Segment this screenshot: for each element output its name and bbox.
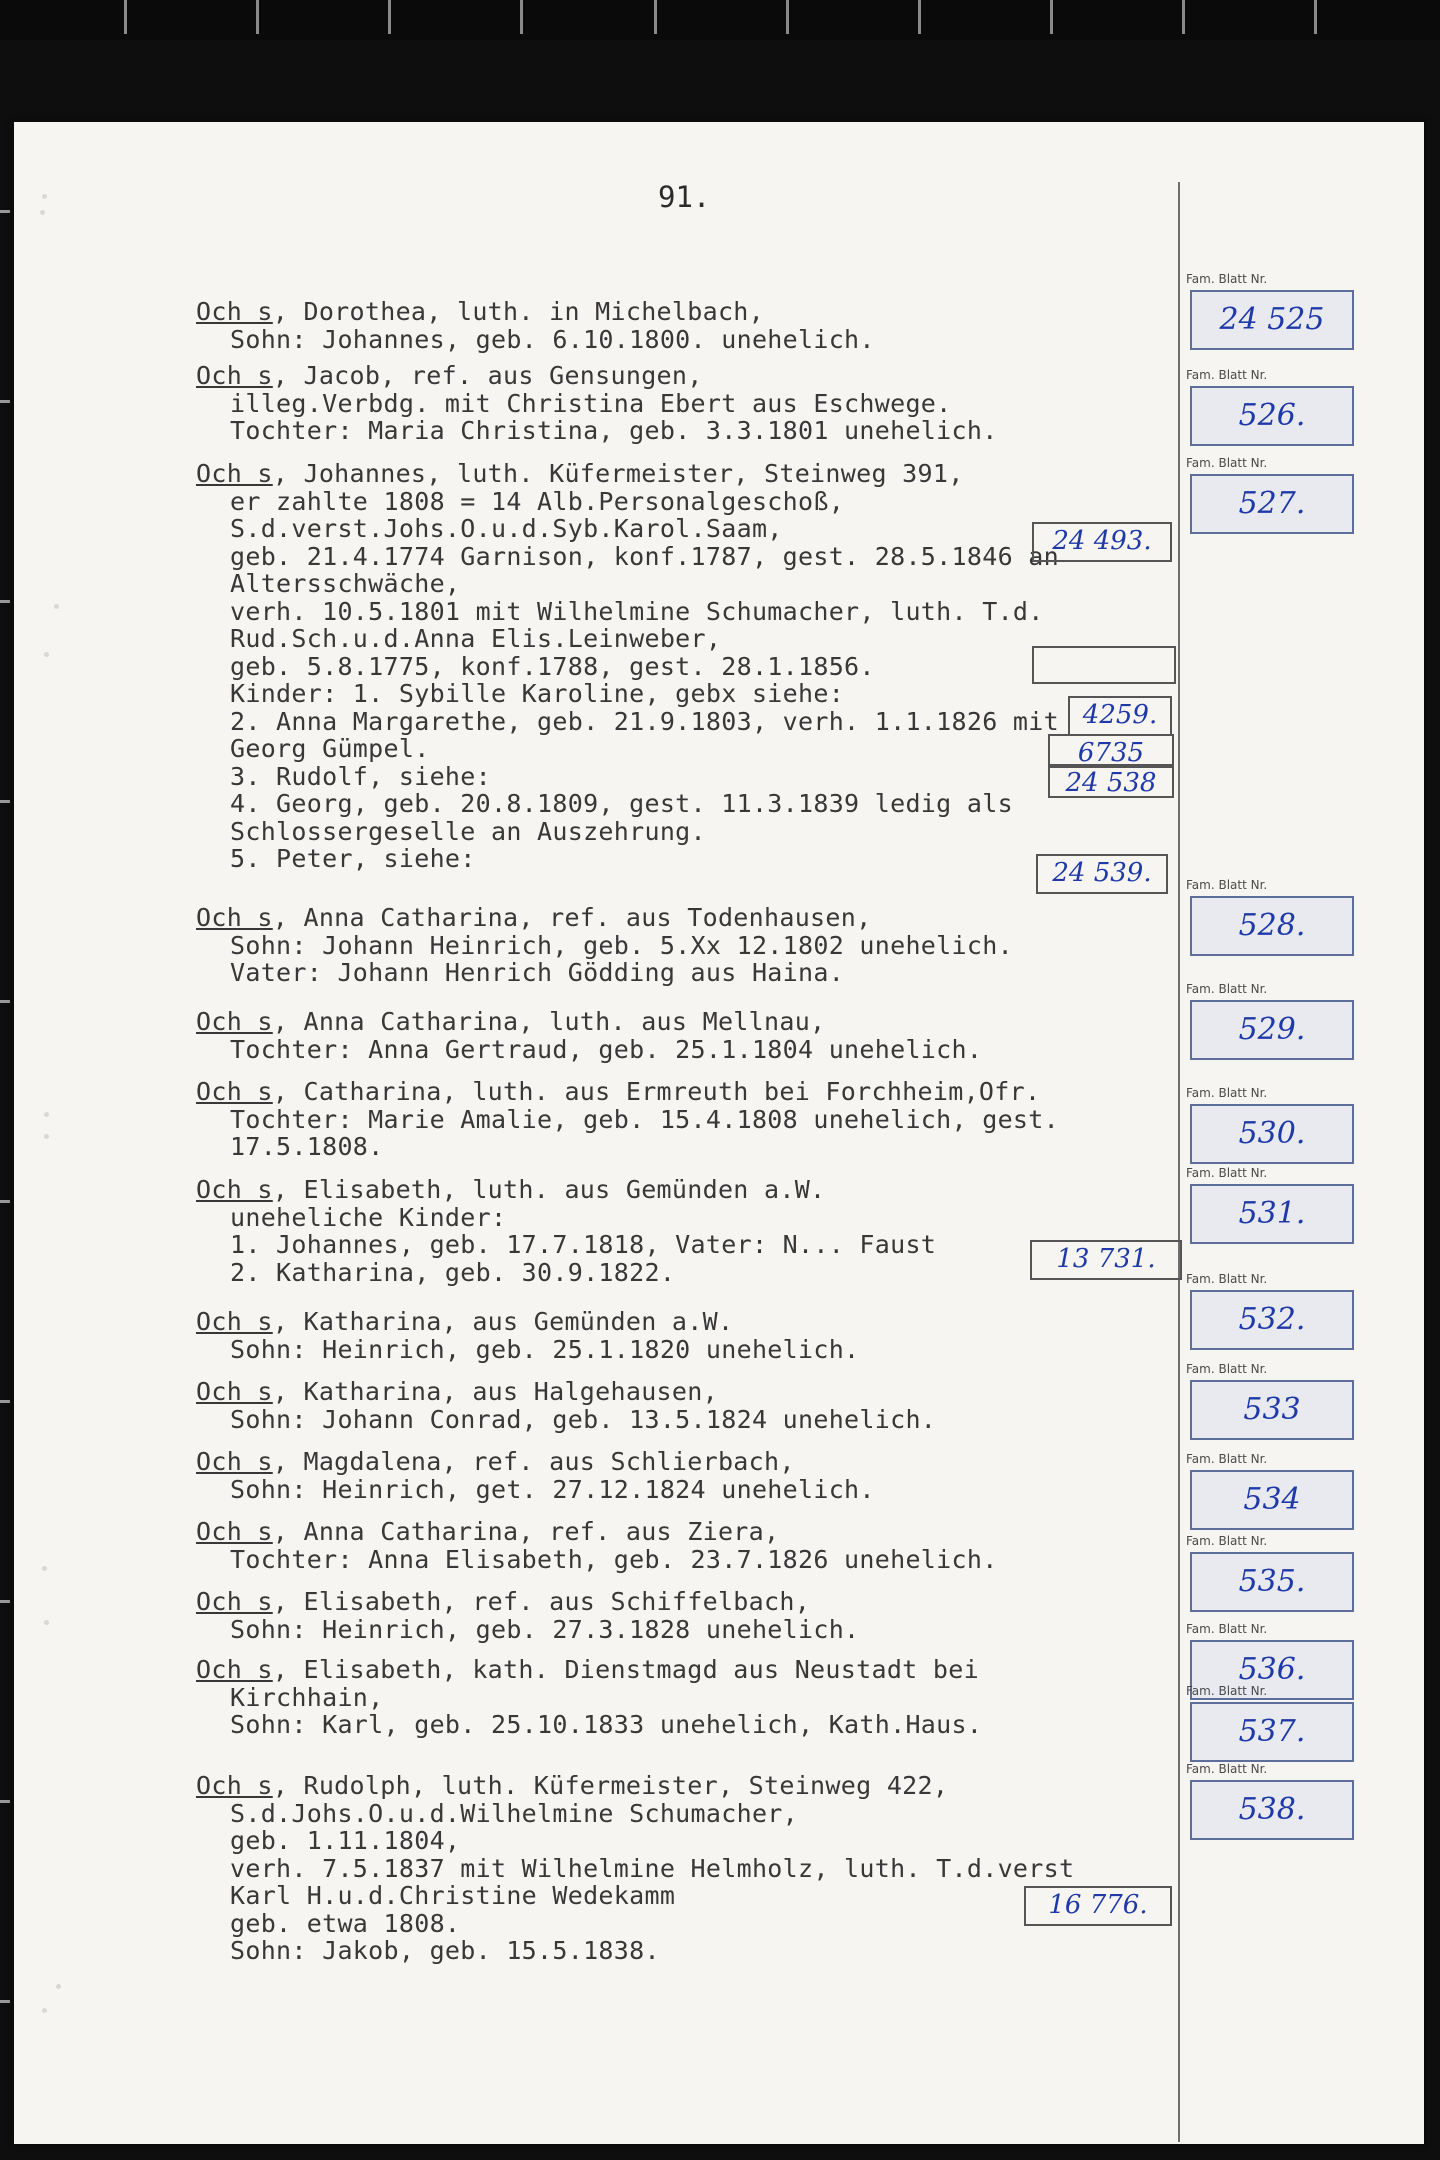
entry-heading-line: Och s, Elisabeth, luth. aus Gemünden a.W. <box>196 1175 826 1204</box>
register-entry <box>196 1518 998 1573</box>
handwritten-sheet-number: 528. <box>1238 908 1306 943</box>
film-edge-tick <box>0 1600 10 1603</box>
entry-text-line: Tochter: Anna Elisabeth, geb. 23.7.1826 unehelich. <box>230 1544 998 1574</box>
margin-reference-box <box>1024 1886 1172 1926</box>
surname: Och s <box>196 1447 273 1476</box>
entry-text-line: Altersschwäche, <box>230 569 461 598</box>
register-entry <box>196 460 1059 873</box>
surname: Och s <box>196 361 273 390</box>
entry-text-line: uneheliche Kinder: <box>230 1202 507 1232</box>
entry-text-line: 1. Johannes, geb. 17.7.1818, Vater: N... Faust <box>230 1230 937 1259</box>
surname: Och s <box>196 1077 273 1106</box>
family-sheet-label: Fam. Blatt Nr. <box>1186 1684 1268 1698</box>
entry-text-line: Sohn: Heinrich, geb. 27.3.1828 unehelich. <box>230 1614 860 1644</box>
handwritten-reference: 16 776. <box>1048 1890 1148 1920</box>
register-entry <box>196 298 875 353</box>
entry-text-line: Georg Gümpel. <box>230 734 430 763</box>
punch-dot <box>42 1566 47 1571</box>
handwritten-sheet-number: 533 <box>1243 1392 1301 1427</box>
handwritten-sheet-number: 534 <box>1243 1482 1301 1517</box>
entry-text-line: Karl H.u.d.Christine Wedekamm <box>230 1881 676 1910</box>
handwritten-sheet-number: 529. <box>1238 1012 1306 1047</box>
entry-text-line: verh. 7.5.1837 mit Wilhelmine Helmholz, luth. T.d.verst <box>230 1853 1075 1883</box>
margin-reference-box <box>1030 1240 1182 1280</box>
sprocket-mark <box>520 0 523 34</box>
entry-text-line: Sohn: Johann Conrad, geb. 13.5.1824 unehelich. <box>230 1404 937 1434</box>
sprocket-mark <box>786 0 789 34</box>
punch-dot <box>44 1620 49 1625</box>
register-entry <box>196 1448 875 1503</box>
punch-dot <box>42 2008 47 2013</box>
sprocket-mark <box>654 0 657 34</box>
film-edge-tick <box>0 1000 10 1003</box>
handwritten-sheet-number: 532. <box>1238 1302 1306 1337</box>
family-sheet-label: Fam. Blatt Nr. <box>1186 982 1268 996</box>
surname: Och s <box>196 1587 273 1616</box>
family-sheet-label: Fam. Blatt Nr. <box>1186 1622 1268 1636</box>
register-entry <box>196 1588 859 1643</box>
entry-text-line: Kirchhain, <box>230 1682 384 1712</box>
surname: Och s <box>196 1007 273 1036</box>
surname: Och s <box>196 1175 273 1204</box>
entry-text-line: 17.5.1808. <box>230 1132 384 1161</box>
register-page <box>14 122 1424 2144</box>
family-sheet-number-box <box>1190 290 1354 350</box>
entry-text-line: 2. Katharina, geb. 30.9.1822. <box>230 1257 676 1287</box>
family-sheet-number-box <box>1190 1104 1354 1164</box>
entry-heading-line: Och s, Catharina, luth. aus Ermreuth bei Forchheim,Ofr. <box>196 1077 1041 1106</box>
family-sheet-number-box <box>1190 1780 1354 1840</box>
film-edge-tick <box>0 1800 10 1803</box>
register-entry <box>196 1308 859 1363</box>
family-sheet-number-box <box>1190 1470 1354 1530</box>
entry-text-line: verh. 10.5.1801 mit Wilhelmine Schumacher, luth. T.d. <box>230 596 1044 626</box>
family-sheet-number-box <box>1190 1184 1354 1244</box>
sprocket-mark <box>1050 0 1053 34</box>
entry-heading-line: Och s, Katharina, aus Gemünden a.W. <box>196 1307 734 1336</box>
film-edge-tick <box>0 600 10 603</box>
handwritten-sheet-number: 537. <box>1238 1714 1306 1749</box>
entry-text-line: S.d.verst.Johs.O.u.d.Syb.Karol.Saam, <box>230 514 783 543</box>
punch-dot <box>54 604 59 609</box>
entry-text-line: Tochter: Anna Gertraud, geb. 25.1.1804 unehelich. <box>230 1034 983 1064</box>
film-edge-tick <box>0 400 10 403</box>
entry-text-line: S.d.Johs.O.u.d.Wilhelmine Schumacher, <box>230 1798 798 1828</box>
family-sheet-number-box <box>1190 896 1354 956</box>
handwritten-reference: 6735 <box>1077 738 1145 768</box>
register-entry <box>196 1656 982 1739</box>
handwritten-sheet-number: 527. <box>1238 486 1306 521</box>
surname: Och s <box>196 1655 273 1684</box>
handwritten-reference: 24 539. <box>1052 858 1152 888</box>
register-entry <box>196 1772 1074 1965</box>
handwritten-sheet-number: 535. <box>1238 1564 1306 1599</box>
film-edge-tick <box>0 210 10 213</box>
handwritten-sheet-number: 24 525 <box>1219 302 1325 337</box>
family-sheet-label: Fam. Blatt Nr. <box>1186 1086 1268 1100</box>
register-entry <box>196 1176 936 1286</box>
sprocket-mark <box>1314 0 1317 34</box>
family-sheet-label: Fam. Blatt Nr. <box>1186 1762 1268 1776</box>
surname: Och s <box>196 1517 273 1546</box>
family-sheet-label: Fam. Blatt Nr. <box>1186 1534 1268 1548</box>
register-entry <box>196 1008 982 1063</box>
entry-text-line: 3. Rudolf, siehe: <box>230 761 491 791</box>
family-sheet-number-box <box>1190 386 1354 446</box>
handwritten-sheet-number: 538. <box>1238 1792 1306 1827</box>
family-sheet-label: Fam. Blatt Nr. <box>1186 456 1268 470</box>
sprocket-mark <box>256 0 259 34</box>
entry-text-line: Sohn: Karl, geb. 25.10.1833 unehelich, Kath.Haus. <box>230 1710 983 1739</box>
entry-heading-line: Och s, Magdalena, ref. aus Schlierbach, <box>196 1447 795 1476</box>
family-sheet-label: Fam. Blatt Nr. <box>1186 878 1268 892</box>
margin-reference-box <box>1032 522 1172 562</box>
punch-dot <box>56 1984 61 1989</box>
margin-reference-box <box>1068 696 1172 736</box>
film-edge-tick <box>0 1400 10 1403</box>
family-sheet-number-box <box>1190 1552 1354 1612</box>
margin-reference-box <box>1032 646 1176 684</box>
family-sheet-number-box <box>1190 474 1354 534</box>
punch-dot <box>42 194 47 199</box>
margin-rule <box>1178 182 1180 2142</box>
handwritten-sheet-number: 536. <box>1238 1652 1306 1687</box>
margin-reference-box <box>1036 854 1168 894</box>
punch-dot <box>40 210 45 215</box>
entry-text-line: Sohn: Johannes, geb. 6.10.1800. unehelich. <box>230 324 875 354</box>
register-entry <box>196 1078 1059 1161</box>
entry-text-line: geb. 1.11.1804, <box>230 1826 461 1855</box>
entry-heading-line: Och s, Jacob, ref. aus Gensungen, <box>196 361 703 390</box>
register-entry <box>196 904 1013 987</box>
handwritten-reference: 13 731. <box>1056 1244 1156 1274</box>
punch-dot <box>44 1134 49 1139</box>
surname: Och s <box>196 297 273 326</box>
entry-heading-line: Och s, Elisabeth, kath. Dienstmagd aus Neustadt bei <box>196 1655 979 1684</box>
entry-heading-line: Och s, Dorothea, luth. in Michelbach, <box>196 297 765 326</box>
family-sheet-label: Fam. Blatt Nr. <box>1186 1166 1268 1180</box>
handwritten-reference: 4259. <box>1082 700 1158 730</box>
entry-text-line: Tochter: Marie Amalie, geb. 15.4.1808 unehelich, gest. <box>230 1104 1059 1134</box>
entry-heading-line: Och s, Anna Catharina, ref. aus Ziera, <box>196 1517 780 1546</box>
surname: Och s <box>196 903 273 932</box>
family-sheet-label: Fam. Blatt Nr. <box>1186 1362 1268 1376</box>
family-sheet-label: Fam. Blatt Nr. <box>1186 368 1268 382</box>
page-number: 91. <box>658 180 711 214</box>
film-edge-tick <box>0 2000 10 2003</box>
margin-reference-box <box>1048 734 1174 768</box>
handwritten-sheet-number: 526. <box>1238 398 1306 433</box>
entry-heading-line: Och s, Johannes, luth. Küfermeister, Steinweg 391, <box>196 459 964 488</box>
surname: Och s <box>196 1771 273 1800</box>
handwritten-sheet-number: 531. <box>1238 1196 1306 1231</box>
handwritten-sheet-number: 530. <box>1238 1116 1306 1151</box>
punch-dot <box>44 652 49 657</box>
entry-heading-line: Och s, Anna Catharina, ref. aus Todenhausen, <box>196 903 872 932</box>
film-strip-top <box>0 0 1440 40</box>
entry-text-line: 5. Peter, siehe: <box>230 844 476 873</box>
family-sheet-label: Fam. Blatt Nr. <box>1186 272 1268 286</box>
entry-text-line: er zahlte 1808 = 14 Alb.Personalgeschoß, <box>230 486 845 516</box>
entry-text-line: Sohn: Johann Heinrich, geb. 5.Xx 12.1802 unehelich. <box>230 930 1013 960</box>
family-sheet-number-box <box>1190 1702 1354 1762</box>
sprocket-mark <box>1182 0 1185 34</box>
entry-heading-line: Och s, Rudolph, luth. Küfermeister, Steinweg 422, <box>196 1771 949 1800</box>
entry-text-line: Kinder: 1. Sybille Karoline, gebx siehe: <box>230 679 845 708</box>
entry-heading-line: Och s, Katharina, aus Halgehausen, <box>196 1377 718 1406</box>
family-sheet-number-box <box>1190 1000 1354 1060</box>
surname: Och s <box>196 1307 273 1336</box>
sprocket-mark <box>124 0 127 34</box>
entry-text-line: Rud.Sch.u.d.Anna Elis.Leinweber, <box>230 624 722 653</box>
entry-text-line: Sohn: Heinrich, geb. 25.1.1820 unehelich. <box>230 1334 860 1364</box>
film-edge-tick <box>0 800 10 803</box>
entry-text-line: Schlossergeselle an Auszehrung. <box>230 816 706 846</box>
family-sheet-label: Fam. Blatt Nr. <box>1186 1452 1268 1466</box>
entry-text-line: 4. Georg, geb. 20.8.1809, gest. 11.3.1839 ledig als <box>230 789 1013 818</box>
entry-text-line: geb. etwa 1808. <box>230 1908 461 1938</box>
family-sheet-number-box <box>1190 1380 1354 1440</box>
entry-text-line: 2. Anna Margarethe, geb. 21.9.1803, verh. 1.1.1826 mit <box>230 706 1059 736</box>
sprocket-mark <box>388 0 391 34</box>
entry-text-line: Vater: Johann Henrich Gödding aus Haina. <box>230 958 845 987</box>
film-edge-tick <box>0 1200 10 1203</box>
register-entry <box>196 362 998 445</box>
register-entry <box>196 1378 936 1433</box>
entry-text-line: illeg.Verbdg. mit Christina Ebert aus Eschwege. <box>230 388 952 418</box>
margin-reference-box <box>1048 764 1174 798</box>
family-sheet-number-box <box>1190 1290 1354 1350</box>
entry-text-line: geb. 21.4.1774 Garnison, konf.1787, gest. 28.5.1846 an <box>230 541 1059 571</box>
punch-dot <box>44 1112 49 1117</box>
surname: Och s <box>196 1377 273 1406</box>
entry-text-line: geb. 5.8.1775, konf.1788, gest. 28.1.1856. <box>230 651 875 681</box>
entry-text-line: Sohn: Heinrich, get. 27.12.1824 unehelich. <box>230 1474 875 1504</box>
handwritten-reference: 24 493. <box>1052 526 1152 556</box>
entry-heading-line: Och s, Elisabeth, ref. aus Schiffelbach, <box>196 1587 811 1616</box>
entry-heading-line: Och s, Anna Catharina, luth. aus Mellnau, <box>196 1007 826 1036</box>
surname: Och s <box>196 459 273 488</box>
family-sheet-label: Fam. Blatt Nr. <box>1186 1272 1268 1286</box>
sprocket-mark <box>918 0 921 34</box>
entry-text-line: Tochter: Maria Christina, geb. 3.3.1801 unehelich. <box>230 416 998 445</box>
entry-text-line: Sohn: Jakob, geb. 15.5.1838. <box>230 1936 660 1965</box>
handwritten-reference: 24 538 <box>1065 768 1157 798</box>
